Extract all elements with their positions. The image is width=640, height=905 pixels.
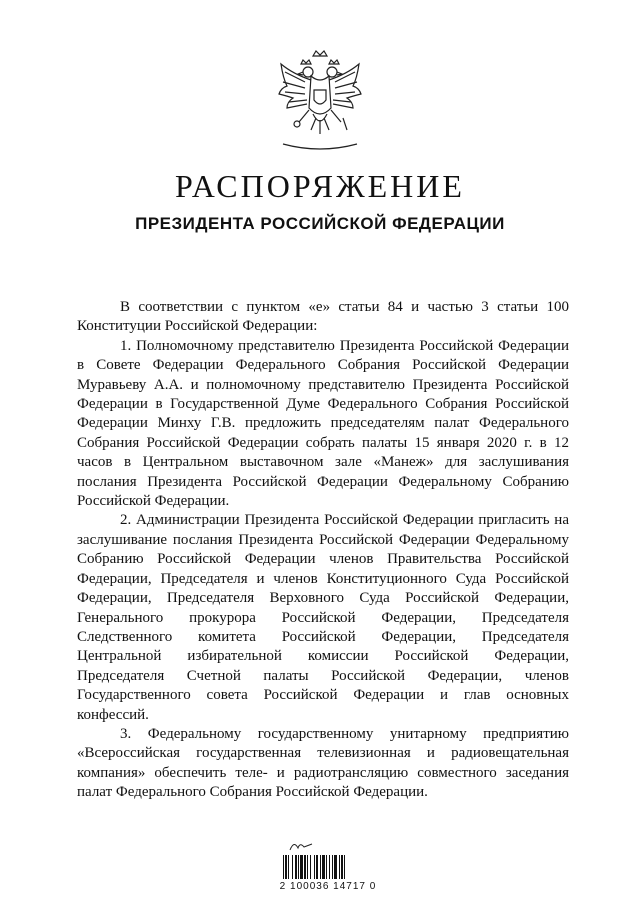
preamble-paragraph: В соответствии с пунктом «е» статьи 84 и частью 3 статьи 100 Конституции Российской Федерации: xyxy=(77,299,569,335)
document-subtitle: ПРЕЗИДЕНТА РОССИЙСКОЙ ФЕДЕРАЦИИ xyxy=(135,214,505,233)
barcode-icon xyxy=(283,855,371,879)
coat-of-arms-icon xyxy=(273,48,367,152)
document-title: РАСПОРЯЖЕНИЕ xyxy=(175,168,465,204)
initials-mark-icon xyxy=(288,838,314,854)
clause-2-paragraph: 2. Администрации Президента Российской Федерации пригласить на заслушивание послания Президента Российской Федерации Федеральному Собранию Российской Федерации членов Правительства Российской Федерации, Председателя и членов Конституционного Суда Российской Федерации, Председателя Верховного Суда Российской Федерации, Генерального прокурора Российской Федерации, Председателя Следственного комитета Российской Федерации, Председателя Центральной избирательной комиссии Российской Федерации, Председателя Счетной палаты Российской Федерации, членов Государственного совета Российской Федерации и глав основных конфессий. xyxy=(77,512,569,723)
document-body xyxy=(77,298,569,803)
clause-3-paragraph: 3. Федеральному государственному унитарному предприятию «Всероссийская государственная телевизионная и радиовещательная компания» обеспечить теле- и радиотрансляцию совместного заседания палат Федерального Собрания Российской Федерации. xyxy=(77,725,569,801)
clause-1-paragraph: 1. Полномочному представителю Президента Российской Федерации в Совете Федерации Федерального Собрания Российской Федерации Муравьеву А.А. и полномочному представителю Президента Российской Федерации в Государственной Думе Федерального Собрания Российской Федерации Минху Г.В. предложить председателям палат Федерального Собрания Российской Федерации собрать палаты 15 января 2020 г. в 12 часов в Центральном выставочном зале «Манеж» для заслушивания послания Президента Российской Федерации Федеральному Собранию Российской Федерации. xyxy=(77,337,569,510)
barcode-number: 2 100036 14717 0 xyxy=(279,881,377,892)
